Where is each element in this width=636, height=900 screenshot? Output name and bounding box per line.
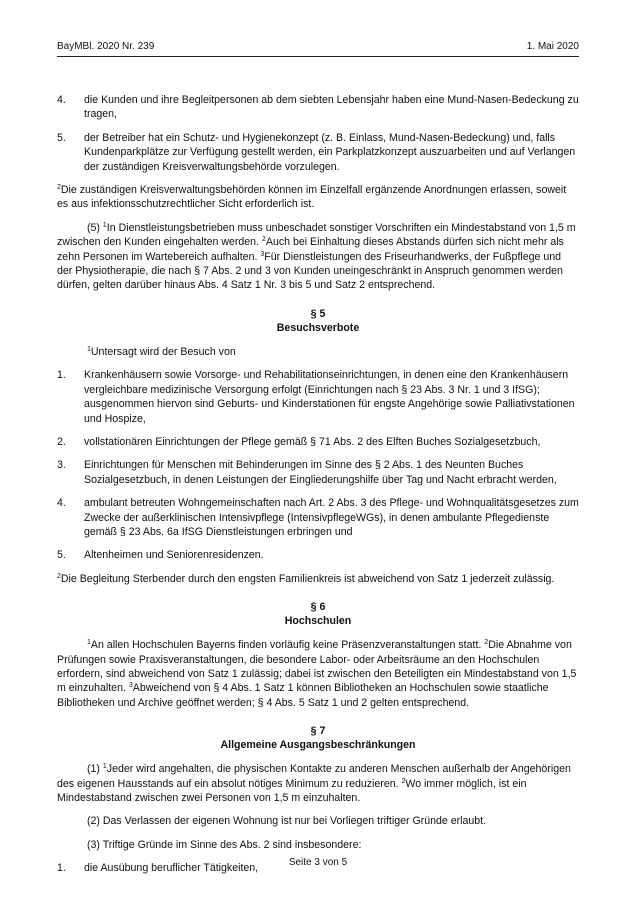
section-5-sentence-2 bbox=[57, 572, 579, 586]
paragraph-text: Untersagt wird der Besuch von bbox=[90, 345, 236, 358]
sentence-marker: 3 bbox=[260, 250, 265, 258]
list-item-number: 5. bbox=[57, 549, 66, 562]
list-item-text: Altenheimen und Seniorenresidenzen. bbox=[84, 549, 264, 562]
sentence-marker: 2 bbox=[57, 572, 61, 580]
list-item-text: ambulant betreuten Wohngemeinschaften nach Art. 2 Abs. 3 des Pflege- und Wohnqualitätsgesetzes zum Zwecke der außerklinischen Intensivpflege (IntensivpflegeWGs), in denen ambulante Pflegedienste gemäß § 23 Abs. 6a IfSG Dienstleistungen erbringen und bbox=[84, 497, 579, 538]
list-item bbox=[57, 368, 579, 426]
list-item-number: 3. bbox=[57, 459, 66, 472]
section-6-paragraph bbox=[57, 638, 579, 710]
paragraph-prefix: (5) bbox=[87, 221, 103, 234]
header-date: 1. Mai 2020 bbox=[526, 41, 579, 52]
section-heading-7 bbox=[57, 724, 579, 752]
section-7-abs-2: (2) Das Verlassen der eigenen Wohnung ist nur bei Vorliegen triftiger Gründe erlaubt. bbox=[87, 815, 487, 828]
section-title: Besuchsverbote bbox=[276, 321, 360, 334]
sentence-text: Abweichend von § 4 Abs. 1 Satz 1 können Bibliotheken an Hochschulen sowie staatliche Bibliotheken und Archive geöffnet werden; § 4 Abs. 5 Satz 1 und 2 gelten entsprechend. bbox=[57, 682, 549, 709]
list-item-text: der Betreiber hat ein Schutz- und Hygienekonzept (z. B. Einlass, Mund-Nasen-Bedeckung) und, falls Kundenparkplätze zur Verfügung gestellt werden, ein Parkplatzkonzept auszuarbeiten und auf Verlangen der zuständigen Kreisverwaltungsbehörde vorzulegen. bbox=[84, 131, 576, 173]
paragraph-text: Die Begleitung Sterbender durch den engsten Familienkreis ist abweichend von Satz 1 jederzeit zulässig. bbox=[60, 572, 555, 585]
paragraph-sentence-2 bbox=[57, 183, 579, 212]
sentence-marker: 2 bbox=[484, 639, 489, 647]
list-item-number: 1. bbox=[57, 862, 66, 875]
sentence-text: Die Abnahme von Prüfungen sowie Praxisveranstaltungen, die besondere Labor- oder Arbeitsräume an den Hochschulen erfordern, sind abweichend von Satz 1 zulässig; dabei ist zwischen den Beteiligten ein Mindestabstand von 1,5 m einzuhalten. bbox=[57, 639, 577, 695]
header-rule bbox=[57, 56, 579, 57]
list-item-number: 4. bbox=[57, 497, 66, 510]
list-item-number: 1. bbox=[57, 369, 66, 382]
list-item bbox=[57, 131, 579, 174]
sentence-marker: 1 bbox=[102, 221, 107, 229]
section-title: Allgemeine Ausgangsbeschränkungen bbox=[220, 739, 416, 752]
section-heading-6 bbox=[57, 600, 579, 628]
list-item-text: Einrichtungen für Menschen mit Behinderungen im Sinne des § 2 Abs. 1 des Neunten Buches Sozialgesetzbuch, in denen Leistungen der Eingliederungshilfe über Tag und Nacht erbracht werden, bbox=[84, 459, 557, 486]
list-item-text: Krankenhäusern sowie Vorsorge- und Rehabilitationseinrichtungen, in denen eine den Krankenhäusern vergleichbare medizinische Versorgung erfolgt (Einrichtungen nach § 23 Abs. 3 Nr. 1 und 3 IfSG); ausgenommen hiervon sind Geburts- und Kinderstationen für engste Angehörige sowie Palliativstationen und Hospize, bbox=[84, 369, 575, 425]
list-item-text: die Ausübung beruflicher Tätigkeiten, bbox=[84, 862, 259, 875]
sentence-text: Jeder wird angehalten, die physischen Kontakte zu anderen Menschen außerhalb der Angehörigen des eigenen Hausstands auf ein absolut nötiges Minimum zu reduzieren. bbox=[57, 763, 571, 790]
paragraph-prefix: (1) bbox=[87, 763, 103, 776]
section-5-intro bbox=[57, 345, 579, 359]
sentence-text: An allen Hochschulen Bayerns finden vorläufig keine Präsenzveranstaltungen statt. bbox=[90, 639, 485, 652]
sentence-marker: 2 bbox=[261, 236, 266, 244]
sentence-marker: 2 bbox=[57, 184, 61, 192]
sentence-marker: 3 bbox=[128, 682, 133, 690]
sentence-marker: 1 bbox=[102, 763, 107, 771]
header-publication: BayMBl. 2020 Nr. 239 bbox=[57, 41, 155, 52]
list-item bbox=[57, 93, 579, 122]
section-heading-5 bbox=[57, 307, 579, 335]
paragraph-text: Die zuständigen Kreisverwaltungsbehörden können im Einzelfall ergänzende Anordnungen erlassen, soweit es aus infektionsschutzrechtlicher Sicht erforderlich ist. bbox=[57, 184, 567, 211]
page-header bbox=[57, 40, 579, 54]
list-item-number: 2. bbox=[57, 435, 66, 448]
list-item bbox=[57, 458, 579, 487]
sentence-text: Wo immer möglich, ist ein Mindestabstand zwischen zwei Personen von 1,5 m einzuhalten. bbox=[57, 777, 527, 804]
list-item-text: vollstationären Einrichtungen der Pflege gemäß § 71 Abs. 2 des Elften Buches Sozialgesetzbuch, bbox=[84, 435, 541, 448]
list-item-text: die Kunden und ihre Begleitpersonen ab dem siebten Lebensjahr haben eine Mund-Nasen-Bedeckung zu tragen, bbox=[84, 94, 579, 121]
page-footer: Seite 3 von 5 bbox=[288, 857, 348, 868]
sentence-text: Auch bei Einhaltung dieses Abstands dürfen sich nicht mehr als zehn Personen im Wartebereich aufhalten. bbox=[57, 236, 564, 263]
paragraph-abs-5 bbox=[57, 221, 579, 293]
sentence-text: In Dienstleistungsbetrieben muss unbeschadet sonstiger Vorschriften ein Mindestabstand von 1,5 m zwischen den Kunden eingehalten werden. bbox=[57, 221, 576, 249]
sentence-marker: 1 bbox=[87, 345, 91, 353]
sentence-text: Für Dienstleistungen des Friseurhandwerks, der Fußpflege und der Physiotherapie, die nach § 7 Abs. 2 und 3 von Kunden uneingeschränkt in Anspruch genommen werden dürfen, gelten darüber hinaus Abs. 4 Satz 1 Nr. 3 bis 5 und Satz 2 entsprechend. bbox=[57, 250, 563, 292]
sentence-marker: 2 bbox=[401, 777, 406, 785]
section-number: § 6 bbox=[310, 601, 326, 614]
section-number: § 7 bbox=[310, 725, 326, 738]
list-item bbox=[57, 435, 579, 449]
list-item bbox=[57, 496, 579, 539]
document-body bbox=[57, 93, 579, 885]
list-item bbox=[57, 548, 579, 562]
section-number: § 5 bbox=[310, 307, 326, 320]
list-item-number: 4. bbox=[57, 94, 66, 106]
sentence-marker: 1 bbox=[87, 639, 91, 647]
section-title: Hochschulen bbox=[284, 615, 352, 628]
section-7-abs-3: (3) Triftige Gründe im Sinne des Abs. 2 sind insbesondere: bbox=[87, 838, 362, 851]
section-7-abs-1 bbox=[57, 762, 579, 805]
list-item-number: 5. bbox=[57, 131, 66, 144]
